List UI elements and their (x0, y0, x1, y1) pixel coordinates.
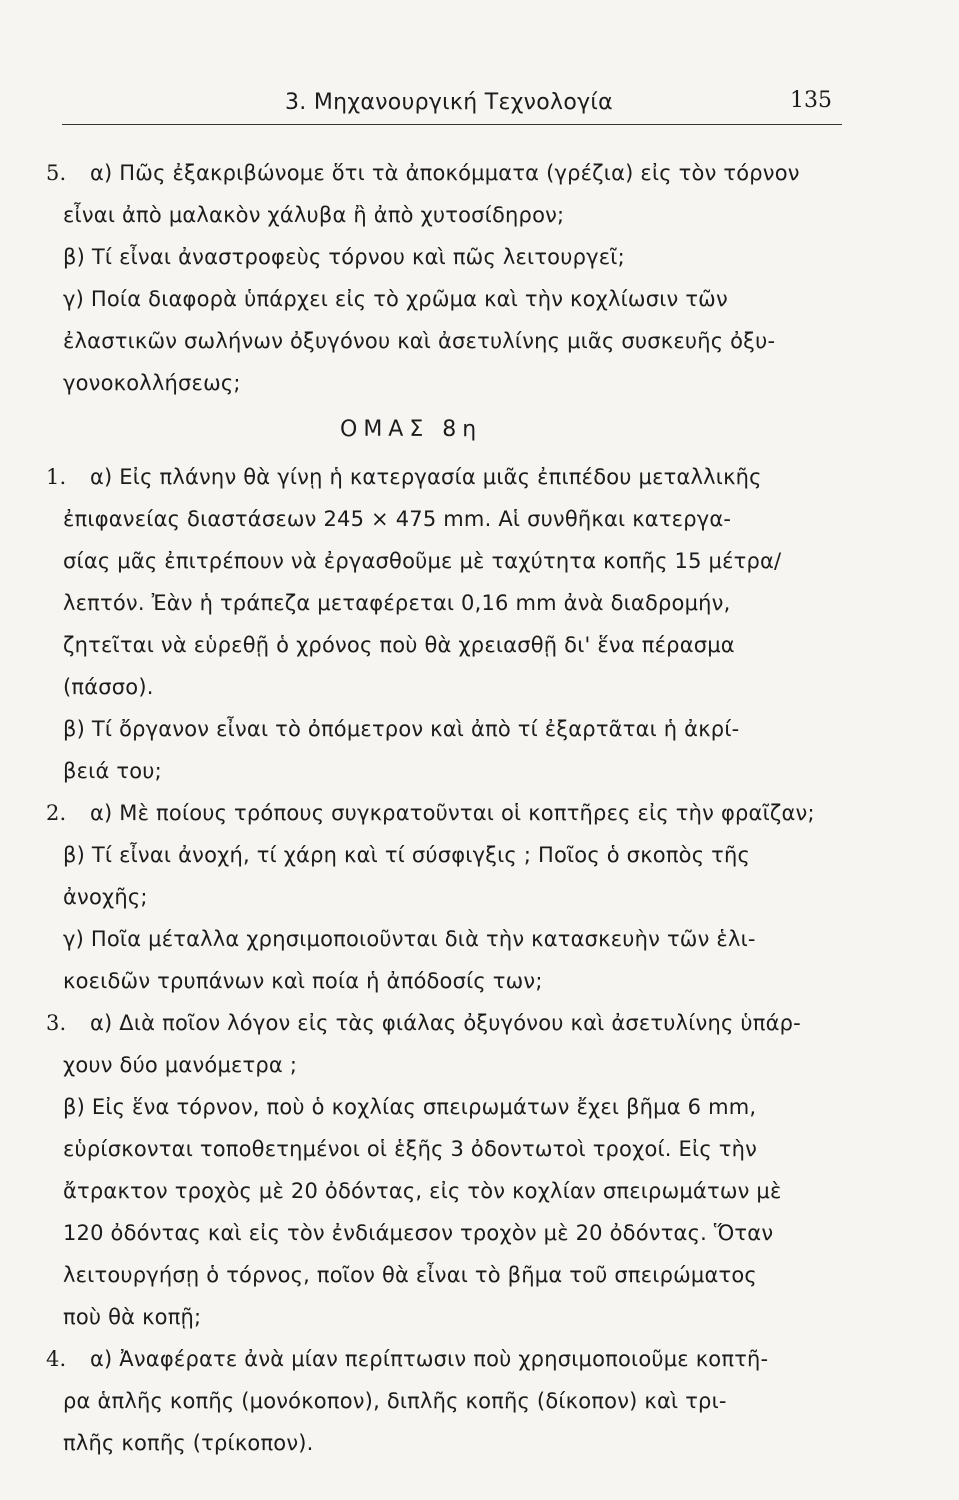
text-line (0, 498, 959, 540)
question-text: ἐπιφανείας διαστάσεων 245 × 475 mm. Αἱ συνθῆκαι κατεργα- (63, 507, 732, 531)
question-text: εὑρίσκονται τοποθετημένοι οἱ ἑξῆς 3 ὀδοντωτοὶ τροχοί. Εἰς τὴν (63, 1137, 758, 1161)
section-title (0, 404, 959, 456)
text-line (0, 624, 959, 666)
question-text: ποὺ θὰ κοπῇ; (63, 1305, 202, 1329)
text-line (0, 792, 959, 834)
text-line (0, 876, 959, 918)
section-heading: ΟΜΑΣ 8η (340, 417, 483, 442)
question-text: β) Τί εἶναι ἀνοχή, τί χάρη καὶ τί σύσφιγξις ; Ποῖος ὁ σκοπὸς τῆς (63, 843, 750, 867)
text-line (0, 1296, 959, 1338)
question-text: β) Τί ὄργανον εἶναι τὸ ὀπόμετρον καὶ ἀπὸ τί ἐξαρτᾶται ἡ ἀκρί- (63, 717, 740, 741)
text-line (0, 834, 959, 876)
question-number: 4. (46, 1347, 67, 1371)
text-line (0, 362, 959, 404)
text-line (0, 1338, 959, 1380)
question-text: ρα ἁπλῆς κοπῆς (μονόκοπον), διπλῆς κοπῆς (δίκοπον) καὶ τρι- (63, 1389, 727, 1413)
text-line (0, 666, 959, 708)
text-line (0, 1044, 959, 1086)
text-line (0, 1212, 959, 1254)
question-text: κοειδῶν τρυπάνων καὶ ποία ἡ ἀπόδοσίς των; (63, 969, 543, 993)
question-5 (0, 152, 959, 404)
question-text: λεπτόν. Ἐὰν ἡ τράπεζα μεταφέρεται 0,16 mm ἀνὰ διαδρομήν, (63, 591, 731, 615)
question-number: 5. (46, 161, 67, 185)
question-2 (0, 792, 959, 1002)
question-text: ἄτρακτον τροχὸς μὲ 20 ὀδόντας, εἰς τὸν κοχλίαν σπειρωμάτων μὲ (63, 1179, 782, 1203)
question-text: β) Τί εἶναι ἀναστροφεὺς τόρνου καὶ πῶς λειτουργεῖ; (63, 245, 625, 269)
question-text: ζητεῖται νὰ εὑρεθῇ ὁ χρόνος ποὺ θὰ χρειασθῇ δι' ἕνα πέρασμα (63, 633, 735, 657)
text-line (0, 540, 959, 582)
question-text: α) Ἀναφέρατε ἀνὰ μίαν περίπτωσιν ποὺ χρησιμοποιοῦμε κοπτῆ- (90, 1347, 769, 1371)
question-text: λειτουργήσῃ ὁ τόρνος, ποῖον θὰ εἶναι τὸ βῆμα τοῦ σπειρώματος (63, 1263, 757, 1287)
text-line (0, 582, 959, 624)
text-line (0, 1128, 959, 1170)
question-text: α) Διὰ ποῖον λόγον εἰς τὰς φιάλας ὀξυγόνου καὶ ἀσετυλίνης ὑπάρ- (90, 1011, 801, 1035)
question-text: (πάσσο). (63, 675, 154, 699)
page-number: 135 (790, 88, 832, 113)
question-text: γ) Ποῖα μέταλλα χρησιμοποιοῦνται διὰ τὴν κατασκευὴν τῶν ἑλι- (63, 927, 756, 951)
header-rule (62, 124, 842, 125)
question-number: 1. (46, 465, 67, 489)
text-line (0, 194, 959, 236)
text-line (0, 1086, 959, 1128)
question-text: σίας μᾶς ἐπιτρέπουν νὰ ἐργασθοῦμε μὲ ταχύτητα κοπῆς 15 μέτρα/ (63, 549, 782, 573)
question-text: ἀνοχῆς; (63, 885, 148, 909)
text-line (0, 278, 959, 320)
question-number: 3. (46, 1011, 67, 1035)
text-line (0, 1380, 959, 1422)
question-text: χουν δύο μανόμετρα ; (63, 1053, 298, 1077)
text-line (0, 152, 959, 194)
text-line (0, 236, 959, 278)
text-line (0, 1422, 959, 1464)
question-text: α) Εἰς πλάνην θὰ γίνῃ ἡ κατεργασία μιᾶς ἐπιπέδου μεταλλικῆς (90, 465, 762, 489)
text-line (0, 456, 959, 498)
question-text: α) Πῶς ἐξακριβώνομε ὅτι τὰ ἀποκόμματα (γρέζια) εἰς τὸν τόρνον (90, 161, 800, 185)
question-1 (0, 456, 959, 792)
running-title: 3. Μηχανουργική Τεχνολογία (285, 90, 613, 115)
text-line (0, 918, 959, 960)
question-text: ἐλαστικῶν σωλήνων ὀξυγόνου καὶ ἀσετυλίνης μιᾶς συσκευῆς ὀξυ- (63, 329, 776, 353)
question-4 (0, 1338, 959, 1464)
page-content (0, 152, 959, 1464)
text-line (0, 960, 959, 1002)
question-text: γ) Ποία διαφορὰ ὑπάρχει εἰς τὸ χρῶμα καὶ τὴν κοχλίωσιν τῶν (63, 287, 728, 311)
question-text: 120 ὀδόντας καὶ εἰς τὸν ἐνδιάμεσον τροχὸν μὲ 20 ὀδόντας. Ὅταν (63, 1221, 774, 1245)
text-line (0, 750, 959, 792)
text-line (0, 1170, 959, 1212)
question-text: γονοκολλήσεως; (63, 371, 241, 395)
question-text: εἶναι ἀπὸ μαλακὸν χάλυβα ἢ ἀπὸ χυτοσίδηρον; (63, 203, 565, 227)
question-3 (0, 1002, 959, 1338)
text-line (0, 320, 959, 362)
question-text: α) Μὲ ποίους τρόπους συγκρατοῦνται οἱ κοπτῆρες εἰς τὴν φραῖζαν; (90, 801, 815, 825)
question-text: βειά του; (63, 759, 162, 783)
text-line (0, 708, 959, 750)
question-text: β) Εἰς ἕνα τόρνον, ποὺ ὁ κοχλίας σπειρωμάτων ἔχει βῆμα 6 mm, (63, 1095, 757, 1119)
question-number: 2. (46, 801, 67, 825)
text-line (0, 1254, 959, 1296)
text-line (0, 1002, 959, 1044)
question-text: πλῆς κοπῆς (τρίκοπον). (63, 1431, 314, 1455)
page-header (0, 0, 959, 130)
